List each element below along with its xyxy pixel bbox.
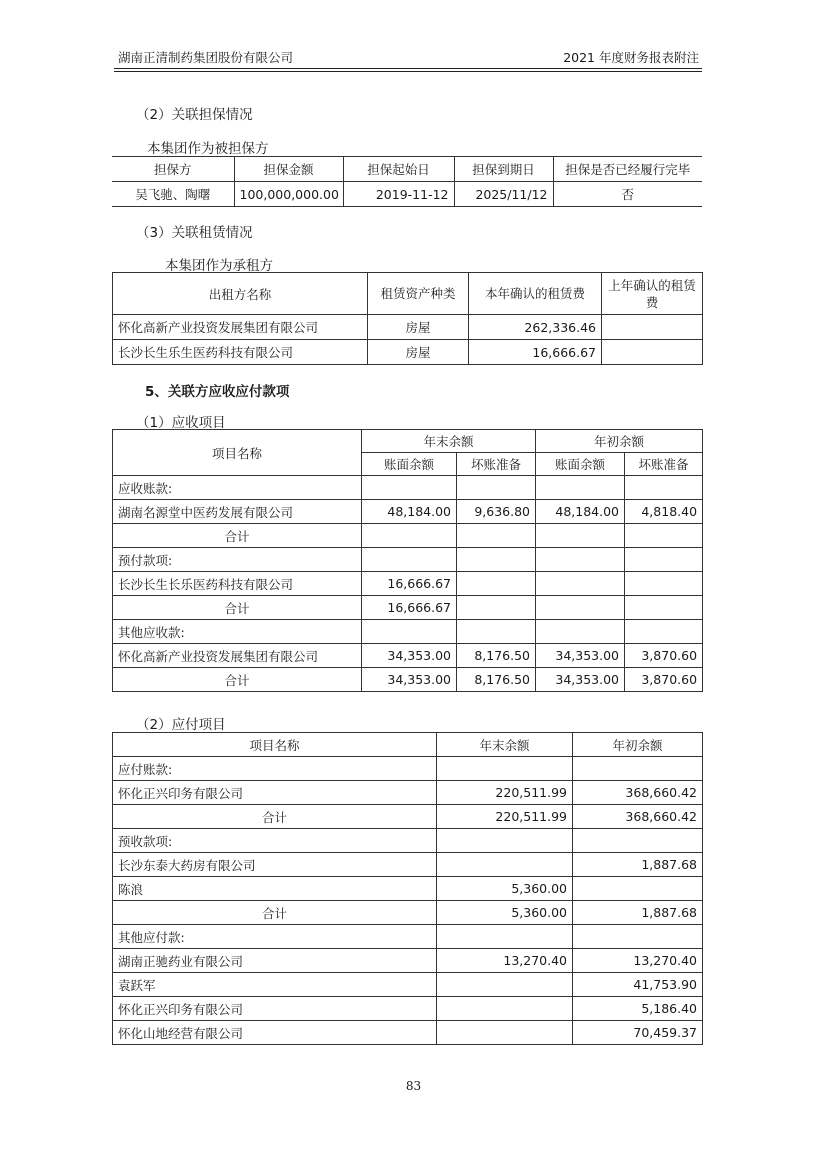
amount-cell: 70,459.37 [573, 1021, 703, 1045]
item-name-cell: 预收款项: [113, 829, 437, 853]
item-name-cell: 湖南正驰药业有限公司 [113, 949, 437, 973]
item-name-cell: 怀化正兴印务有限公司 [113, 997, 437, 1021]
category-row [113, 925, 703, 949]
lessor-cell: 怀化高新产业投资发展集团有限公司 [113, 315, 368, 340]
amount-cell: 34,353.00 [362, 668, 457, 692]
table-row [113, 973, 703, 997]
amount-cell: 5,360.00 [437, 877, 573, 901]
item-name-cell: 长沙东泰大药房有限公司 [113, 853, 437, 877]
item-name-cell: 其他应收款: [113, 620, 362, 644]
item-name-cell: 怀化正兴印务有限公司 [113, 781, 437, 805]
amount-cell: 220,511.99 [437, 805, 573, 829]
header-report-title: 2021 年度财务报表附注 [563, 50, 699, 65]
table-row [113, 644, 703, 668]
col-header-book-balance: 账面余额 [536, 453, 625, 476]
amount-cell: 5,360.00 [437, 901, 573, 925]
payable-section-title: （2）应付项目 [136, 717, 226, 733]
category-row [113, 620, 703, 644]
amount-cell [457, 620, 536, 644]
amount-cell: 368,660.42 [573, 781, 703, 805]
table-row [113, 340, 703, 365]
amount-cell: 3,870.60 [625, 668, 703, 692]
amount-cell [457, 548, 536, 572]
col-header: 本年确认的租赁费 [469, 273, 602, 315]
page-number: 83 [405, 1079, 422, 1093]
total-label-cell: 合计 [113, 901, 437, 925]
col-header-book-balance: 账面余额 [362, 453, 457, 476]
amount-cell: 48,184.00 [362, 500, 457, 524]
amount-cell: 1,887.68 [573, 853, 703, 877]
table-row [113, 1021, 703, 1045]
col-header-bad-debt: 坏账准备 [625, 453, 703, 476]
amount-cell: 4,818.40 [625, 500, 703, 524]
col-header: 年末余额 [437, 733, 573, 757]
amount-cell [437, 925, 573, 949]
table-row [112, 182, 702, 207]
amount-cell [573, 877, 703, 901]
amount-cell: 9,636.80 [457, 500, 536, 524]
amount-cell [536, 476, 625, 500]
amount-cell [362, 476, 457, 500]
amount-cell [437, 973, 573, 997]
total-row [113, 901, 703, 925]
col-header-bad-debt: 坏账准备 [457, 453, 536, 476]
end-date-cell: 2025/11/12 [454, 182, 553, 207]
col-header-year-end: 年末余额 [362, 430, 536, 453]
item-name-cell: 陈浪 [113, 877, 437, 901]
amount-cell: 100,000,000.00 [234, 182, 343, 207]
amount-cell: 16,666.67 [362, 572, 457, 596]
current-fee-cell: 262,336.46 [469, 315, 602, 340]
amount-cell: 13,270.40 [437, 949, 573, 973]
table-row [113, 572, 703, 596]
table-row [113, 853, 703, 877]
item-name-cell: 湖南名源堂中医药发展有限公司 [113, 500, 362, 524]
receivable-section-title: （1）应收项目 [136, 415, 226, 431]
total-row [113, 524, 703, 548]
item-name-cell: 袁跃军 [113, 973, 437, 997]
amount-cell [625, 596, 703, 620]
lease-table [112, 272, 703, 365]
amount-cell [362, 548, 457, 572]
table-row [113, 315, 703, 340]
guarantor-cell: 吴飞驰、陶曙 [112, 182, 234, 207]
table-header-row [112, 157, 702, 182]
amount-cell [362, 524, 457, 548]
amount-cell [573, 757, 703, 781]
col-header-name: 项目名称 [113, 430, 362, 476]
category-row [113, 476, 703, 500]
table-header-row [113, 430, 703, 453]
guarantee-section-title: （2）关联担保情况 [136, 107, 253, 123]
col-header: 租赁资产种类 [368, 273, 469, 315]
amount-cell: 368,660.42 [573, 805, 703, 829]
amount-cell [457, 524, 536, 548]
amount-cell [457, 572, 536, 596]
amount-cell: 220,511.99 [437, 781, 573, 805]
col-header: 担保方 [112, 157, 234, 182]
header-company: 湖南正清制药集团股份有限公司 [118, 50, 294, 65]
amount-cell [362, 620, 457, 644]
category-row [113, 829, 703, 853]
prior-fee-cell [602, 315, 703, 340]
col-header-year-begin: 年初余额 [536, 430, 703, 453]
amount-cell [437, 1021, 573, 1045]
amount-cell [457, 476, 536, 500]
table-header-row [113, 273, 703, 315]
col-header: 项目名称 [113, 733, 437, 757]
amount-cell [625, 524, 703, 548]
col-header: 出租方名称 [113, 273, 368, 315]
item-name-cell: 预付款项: [113, 548, 362, 572]
item-name-cell: 应付账款: [113, 757, 437, 781]
col-header: 担保到期日 [454, 157, 553, 182]
amount-cell [573, 829, 703, 853]
amount-cell [625, 572, 703, 596]
fulfilled-cell: 否 [553, 182, 702, 207]
amount-cell [437, 757, 573, 781]
lease-section-title: （3）关联租赁情况 [136, 225, 253, 241]
amount-cell [536, 524, 625, 548]
amount-cell [536, 596, 625, 620]
section-5-title: 5、关联方应收应付款项 [145, 384, 290, 400]
payable-table [112, 732, 703, 1045]
amount-cell: 16,666.67 [362, 596, 457, 620]
amount-cell [536, 572, 625, 596]
item-name-cell: 其他应付款: [113, 925, 437, 949]
item-name-cell: 怀化高新产业投资发展集团有限公司 [113, 644, 362, 668]
amount-cell [625, 476, 703, 500]
amount-cell: 1,887.68 [573, 901, 703, 925]
table-row [113, 500, 703, 524]
amount-cell: 34,353.00 [536, 668, 625, 692]
item-name-cell: 应收账款: [113, 476, 362, 500]
amount-cell: 8,176.50 [457, 644, 536, 668]
table-row [113, 997, 703, 1021]
col-header: 上年确认的租赁费 [602, 273, 703, 315]
amount-cell: 13,270.40 [573, 949, 703, 973]
table-header-row [113, 733, 703, 757]
amount-cell [457, 596, 536, 620]
total-row [113, 805, 703, 829]
amount-cell: 48,184.00 [536, 500, 625, 524]
amount-cell [625, 548, 703, 572]
item-name-cell: 怀化山地经营有限公司 [113, 1021, 437, 1045]
total-label-cell: 合计 [113, 524, 362, 548]
amount-cell: 3,870.60 [625, 644, 703, 668]
total-label-cell: 合计 [113, 668, 362, 692]
col-header: 年初余额 [573, 733, 703, 757]
asset-type-cell: 房屋 [368, 340, 469, 365]
guarantee-table [112, 156, 702, 207]
total-label-cell: 合计 [113, 596, 362, 620]
receivable-table [112, 429, 703, 692]
header-rule [114, 68, 702, 69]
amount-cell [437, 829, 573, 853]
amount-cell: 41,753.90 [573, 973, 703, 997]
amount-cell [437, 853, 573, 877]
total-label-cell: 合计 [113, 805, 437, 829]
current-fee-cell: 16,666.67 [469, 340, 602, 365]
prior-fee-cell [602, 340, 703, 365]
total-row [113, 668, 703, 692]
amount-cell: 34,353.00 [362, 644, 457, 668]
amount-cell [536, 548, 625, 572]
item-name-cell: 长沙长生长乐医药科技有限公司 [113, 572, 362, 596]
amount-cell: 5,186.40 [573, 997, 703, 1021]
col-header: 担保是否已经履行完毕 [553, 157, 702, 182]
lease-subtitle: 本集团作为承租方 [165, 258, 273, 274]
category-row [113, 757, 703, 781]
col-header: 担保金额 [234, 157, 343, 182]
table-row [113, 949, 703, 973]
col-header: 担保起始日 [343, 157, 454, 182]
asset-type-cell: 房屋 [368, 315, 469, 340]
amount-cell [573, 925, 703, 949]
table-row [113, 877, 703, 901]
amount-cell [536, 620, 625, 644]
total-row [113, 596, 703, 620]
guarantee-subtitle: 本集团作为被担保方 [147, 141, 269, 157]
start-date-cell: 2019-11-12 [343, 182, 454, 207]
lessor-cell: 长沙长生乐生医药科技有限公司 [113, 340, 368, 365]
amount-cell [437, 997, 573, 1021]
amount-cell: 34,353.00 [536, 644, 625, 668]
amount-cell [625, 620, 703, 644]
amount-cell: 8,176.50 [457, 668, 536, 692]
table-row [113, 781, 703, 805]
category-row [113, 548, 703, 572]
header-rule-thin [114, 71, 702, 72]
